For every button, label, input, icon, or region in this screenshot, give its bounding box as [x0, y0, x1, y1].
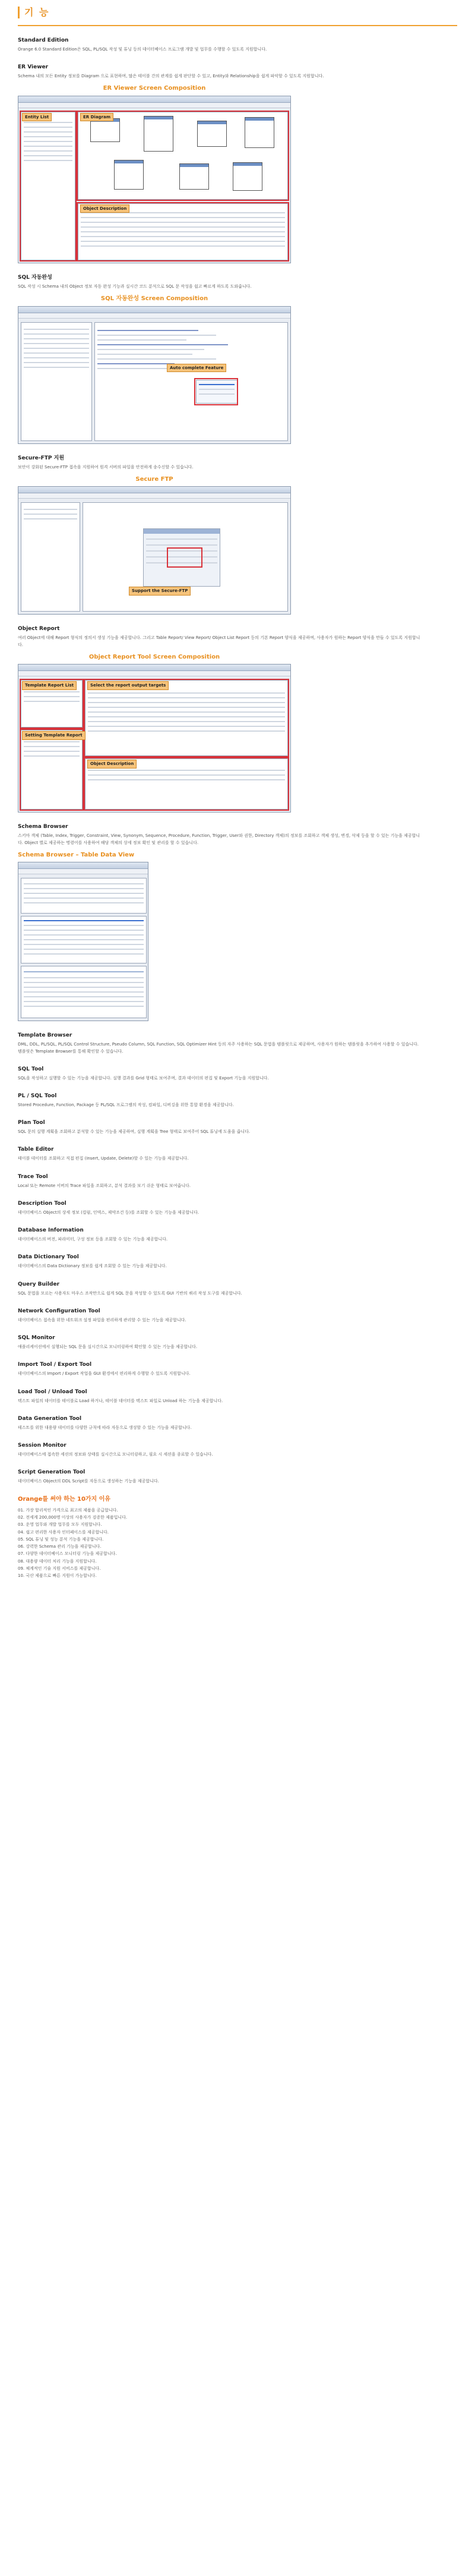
window-titlebar: [18, 307, 290, 313]
section-desc: 데이터베이스 접속을 위한 네트워크 설정 파일을 편리하게 관리할 수 있는 기능을 제공합니다.: [18, 1317, 186, 1322]
sftp-callout: [167, 547, 202, 568]
section-desc: Schema 내의 모든 Entity 정보를 Diagram 으로 표현하며, 많은 테이블 간의 관계를 쉽게 판단할 수 있고, Entity와 Relationship을 쉽게 파악할 수 있도록 지원합니다.: [18, 74, 324, 79]
section-title: SQL Tool: [18, 1066, 44, 1072]
setting-label: Setting Template Report: [22, 731, 86, 739]
sftp-screenshot: [18, 486, 291, 615]
section-object-report: [18, 625, 457, 813]
section-title: Database Information: [18, 1227, 84, 1234]
er-screenshot: [18, 96, 291, 263]
highlights-title: Orange를 써야 하는 10가지 이유: [18, 1496, 111, 1503]
section-trace-tool: [18, 1173, 457, 1189]
highlight-item: 06. 강력한 Schema 관리 기능을 제공합니다.: [18, 1544, 102, 1550]
figure-title: SQL 자동완성 Screen Composition: [100, 295, 208, 303]
table-list-pane: [21, 916, 147, 963]
section-title: PL / SQL Tool: [18, 1092, 57, 1099]
entity-list-label: Entity List: [22, 113, 52, 121]
select-targets-callout: [84, 679, 289, 757]
object-tree-pane: [21, 322, 92, 441]
section-desc: 애플리케이션에서 실행되는 SQL 문을 실시간으로 모니터링하여 확인할 수 있는 기능을 제공합니다.: [18, 1344, 198, 1350]
object-desc-label: Object Description: [80, 204, 129, 213]
section-schema-browser: [18, 823, 457, 1021]
section-desc: Orange 6.0 Standard Edition은 SQL, PL/SQL 작성 및 튜닝 등의 데이터베이스 프로그램 개발 및 업무를 수행할 수 있도록 지원합니다.: [18, 47, 267, 52]
report-screenshot: [18, 664, 291, 813]
section-sql-monitor: [18, 1334, 457, 1350]
highlight-item: 04. 쉽고 편리한 사용자 인터페이스를 제공합니다.: [18, 1529, 109, 1535]
highlight-item: 02. 전세계 200,000명 이상의 사용자가 검증한 제품입니다.: [18, 1515, 128, 1520]
sidebar-pane: [21, 502, 80, 612]
figure-title: Object Report Tool Screen Composition: [88, 653, 220, 660]
section-title: Object Report: [18, 626, 60, 632]
section-title: Data Dictionary Tool: [18, 1254, 79, 1261]
section-session-monitor: [18, 1442, 457, 1458]
section-desc: SQL 문의 실행 계획을 조회하고 분석할 수 있는 기능을 제공하며, 실행 계획을 Tree 형태로 보여주어 SQL 튜닝에 도움을 줍니다.: [18, 1129, 251, 1135]
autocomplete-callout: [194, 378, 238, 405]
section-query-builder: [18, 1281, 457, 1297]
section-desc: 텍스트 파일의 데이터를 테이블로 Load 하거나, 테이블 데이터를 텍스트 파일로 Unload 하는 기능을 제공합니다.: [18, 1398, 223, 1403]
sql-figure: [18, 295, 457, 444]
highlight-item: 01. 가장 합리적인 가격으로 최고의 제품을 공급합니다.: [18, 1507, 118, 1513]
section-db-info: [18, 1227, 457, 1243]
section-description-tool: [18, 1200, 457, 1216]
section-title: Trace Tool: [18, 1173, 48, 1180]
section-desc: 테스트를 위한 대용량 데이터를 다양한 규칙에 따라 자동으로 생성할 수 있는 기능을 제공합니다.: [18, 1425, 192, 1430]
er-diagram-label: ER Diagram: [80, 113, 113, 121]
section-title: Table Editor: [18, 1147, 54, 1153]
section-title: Schema Browser: [18, 824, 68, 830]
section-title: Session Monitor: [18, 1442, 66, 1448]
section-highlights: [18, 1495, 457, 1579]
page-header: [18, 0, 457, 26]
sftp-figure: [18, 475, 457, 615]
section-er-viewer: [18, 64, 457, 263]
section-sql-tool: [18, 1066, 457, 1082]
section-title: Description Tool: [18, 1200, 66, 1207]
section-desc: 데이터베이스의 Import / Export 작업을 GUI 환경에서 편리하게 수행할 수 있도록 지원합니다.: [18, 1371, 191, 1377]
window-titlebar: [18, 862, 148, 869]
table-columns-pane: [21, 966, 147, 1018]
section-desc: 여러 Object에 대해 Report 형식의 정의서 생성 기능을 제공합니다. 그리고 Table Report/ View Report/ Object List Report 등의 기본 Report 양식을 제공하며, 사용자가 원하는 Report 양식을 만들 수 있도록 지원합니다.: [18, 635, 420, 647]
window-toolbar: [18, 869, 148, 874]
section-title: Standard Edition: [18, 37, 69, 43]
report-desc-label: Object Description: [87, 760, 137, 768]
window-titlebar: [18, 96, 290, 103]
er-figure: [18, 84, 457, 263]
section-title: Template Browser: [18, 1032, 72, 1039]
window-titlebar: [18, 665, 290, 671]
section-data-dictionary: [18, 1254, 457, 1270]
section-plan-tool: [18, 1119, 457, 1135]
schema-screenshot: [18, 862, 148, 1021]
section-title: Import Tool / Export Tool: [18, 1362, 92, 1368]
window-toolbar: [18, 313, 290, 319]
page-title: 기 능: [24, 7, 50, 18]
section-data-generation: [18, 1415, 457, 1431]
section-title: Plan Tool: [18, 1120, 45, 1126]
section-plsql-tool: [18, 1092, 457, 1109]
sql-editor-pane: [94, 322, 288, 441]
section-title: SQL 자동완성: [18, 274, 52, 281]
setting-callout: [20, 729, 84, 811]
figure-title: Schema Browser – Table Data View: [18, 851, 135, 858]
section-network-config: [18, 1308, 457, 1324]
section-template-browser: [18, 1032, 457, 1054]
section-desc: 데이터베이스의 버전, 파라미터, 구성 정보 등을 조회할 수 있는 기능을 제공합니다.: [18, 1237, 168, 1242]
object-type-tabs[interactable]: [21, 878, 147, 914]
section-desc: 스키마 객체 (Table, Index, Trigger, Constraint, View, Synonym, Sequence, Procedure, Function, Trigger, User와 권한, Directory 객체)의 정보를 조회하고 객체 생성, 변경, 삭제 등을 할 수 있는 기능을 제공합니다. Object 별로 제공하는 명령어를 사용하여 해당 객체의 상세 정보 확인 및 관리를 할 수 있습니다.: [18, 833, 420, 845]
autocomplete-label: Auto complete Feature: [167, 364, 226, 372]
header-accent: [18, 7, 20, 18]
figure-title: Secure FTP: [135, 475, 173, 483]
section-desc: SQL 문법을 모르는 사용자도 마우스 조작만으로 쉽게 SQL 문을 작성할 수 있도록 GUI 기반의 쿼리 작성 도구를 제공합니다.: [18, 1290, 242, 1296]
section-desc: 데이터베이스의 Data Dictionary 정보를 쉽게 조회할 수 있는 기능을 제공합니다.: [18, 1264, 167, 1269]
section-desc: 데이터베이스에 접속한 세션의 정보와 상태를 실시간으로 모니터링하고, 필요 시 세션을 종료할 수 있습니다.: [18, 1452, 213, 1457]
section-desc: Local 또는 Remote 서버의 Trace 파일을 조회하고, 분석 결과를 보기 쉬운 형태로 보여줍니다.: [18, 1183, 191, 1188]
highlights-list: [18, 1507, 457, 1580]
sql-screenshot: [18, 306, 291, 444]
section-load-unload: [18, 1388, 457, 1404]
section-title: SQL Monitor: [18, 1335, 55, 1341]
window-toolbar: [18, 671, 290, 676]
section-desc: SQL 작성 시 Schema 내의 Object 정보 자동 완성 기능과 실시간 코드 분석으로 SQL 문 작성을 쉽고 빠르게 하도록 도와줍니다.: [18, 284, 252, 289]
section-desc: DML, DDL, PL/SQL, PL/SQL Control Structure, Pseudo Column, SQL Function, SQL Optimizer Hint 등의 자주 사용하는 SQL 문법을 템플릿으로 제공하며, 사용자가 원하는 템플릿을 추가하여 사용할 수 있습니다. 템플릿은 Template Browser를 통해 확인할 수 있습니다.: [18, 1042, 419, 1054]
select-targets-label: Select the report output targets: [87, 681, 169, 689]
section-desc: Stored Procedure, Function, Package 등 PL/SQL 프로그램의 작성, 컴파일, 디버깅을 위한 통합 환경을 제공합니다.: [18, 1102, 234, 1107]
highlight-item: 03. 운영 업무와 개발 업무를 모두 지원합니다.: [18, 1522, 102, 1528]
report-figure: [18, 653, 457, 813]
section-title: Query Builder: [18, 1281, 60, 1287]
section-desc: 테이블 데이터를 조회하고 직접 편집 (Insert, Update, Delete)할 수 있는 기능을 제공합니다.: [18, 1156, 189, 1161]
figure-title: ER Viewer Screen Composition: [103, 85, 206, 92]
entity-list-callout: [20, 111, 77, 262]
section-table-editor: [18, 1146, 457, 1162]
section-standard: [18, 37, 457, 53]
section-sftp: [18, 455, 457, 615]
section-title: Data Generation Tool: [18, 1415, 82, 1422]
highlight-item: 05. SQL 튜닝 및 성능 분석 기능을 제공합니다.: [18, 1536, 104, 1542]
sftp-support-label: Support the Secure-FTP: [129, 587, 191, 595]
section-desc: 보안이 강화된 Secure-FTP 접속을 지원하여 원격 서버의 파일을 안전하게 송수신할 수 있습니다.: [18, 464, 194, 470]
highlight-item: 10. 국산 제품으로 빠른 지원이 가능합니다.: [18, 1573, 97, 1579]
window-toolbar: [18, 493, 290, 499]
section-desc: SQL을 작성하고 실행할 수 있는 기능을 제공합니다. 실행 결과를 Grid 형태로 보여주며, 결과 데이터의 편집 및 Export 기능을 지원합니다.: [18, 1075, 269, 1081]
section-title: Secure-FTP 지원: [18, 455, 65, 461]
window-titlebar: [18, 487, 290, 493]
er-diagram-callout: [77, 111, 289, 201]
section-title: ER Viewer: [18, 64, 49, 71]
highlight-item: 08. 대용량 데이터 처리 기능을 지원합니다.: [18, 1558, 97, 1564]
template-list-label: Template Report List: [22, 681, 77, 689]
section-title: Script Generation Tool: [18, 1469, 86, 1476]
schema-figure: [18, 851, 457, 1022]
section-script-generation: [18, 1469, 457, 1485]
section-sql-editor: [18, 274, 457, 444]
section-import-export: [18, 1361, 457, 1377]
window-toolbar: [18, 103, 290, 108]
section-title: Load Tool / Unload Tool: [18, 1388, 87, 1395]
section-desc: 데이터베이스 Object의 DDL Script를 자동으로 생성하는 기능을 제공합니다.: [18, 1479, 159, 1484]
section-desc: 데이터베이스 Object의 상세 정보 (컬럼, 인덱스, 제약조건 등)를 조회할 수 있는 기능을 제공합니다.: [18, 1210, 200, 1215]
highlight-item: 07. 다양한 데이터베이스 모니터링 기능을 제공합니다.: [18, 1551, 117, 1557]
highlight-item: 09. 체계적인 기술 지원 서비스를 제공합니다.: [18, 1566, 101, 1571]
section-title: Network Configuration Tool: [18, 1308, 100, 1314]
